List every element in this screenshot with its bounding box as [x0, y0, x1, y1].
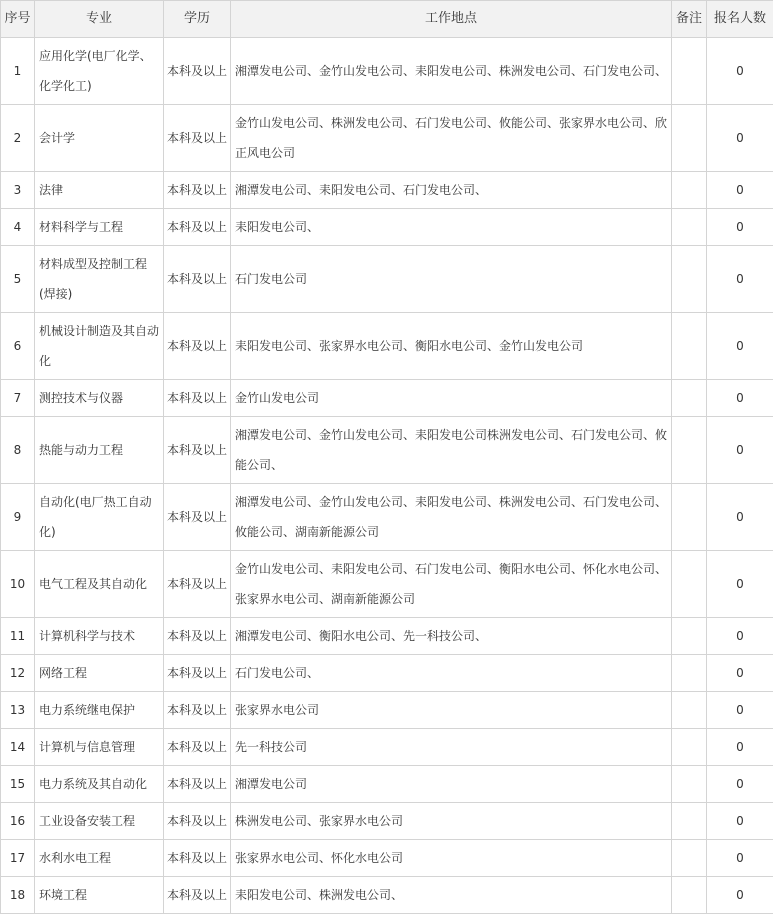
header-education: 学历 [164, 1, 231, 38]
cell-remark [672, 417, 707, 484]
cell-remark [672, 877, 707, 914]
cell-no: 13 [1, 692, 35, 729]
cell-major: 机械设计制造及其自动化 [35, 313, 164, 380]
table-row [1, 313, 773, 380]
cell-count: 0 [707, 840, 773, 877]
cell-major: 测控技术与仪器 [35, 380, 164, 417]
cell-no: 18 [1, 877, 35, 914]
cell-major: 电力系统继电保护 [35, 692, 164, 729]
cell-major: 工业设备安装工程 [35, 803, 164, 840]
cell-count: 0 [707, 313, 773, 380]
cell-education: 本科及以上 [164, 618, 231, 655]
cell-location: 湘潭发电公司、金竹山发电公司、耒阳发电公司、株洲发电公司、石门发电公司、攸能公司、湖南新能源公司 [231, 484, 672, 551]
cell-major: 材料科学与工程 [35, 209, 164, 246]
cell-education: 本科及以上 [164, 105, 231, 172]
cell-no: 2 [1, 105, 35, 172]
table-body [1, 38, 773, 914]
cell-count: 0 [707, 380, 773, 417]
cell-remark [672, 840, 707, 877]
cell-education: 本科及以上 [164, 551, 231, 618]
cell-location: 湘潭发电公司、衡阳水电公司、先一科技公司、 [231, 618, 672, 655]
cell-count: 0 [707, 551, 773, 618]
cell-location: 张家界水电公司、怀化水电公司 [231, 840, 672, 877]
cell-remark [672, 655, 707, 692]
cell-education: 本科及以上 [164, 484, 231, 551]
cell-major: 网络工程 [35, 655, 164, 692]
cell-education: 本科及以上 [164, 38, 231, 105]
cell-location: 湘潭发电公司、金竹山发电公司、耒阳发电公司株洲发电公司、石门发电公司、攸能公司、 [231, 417, 672, 484]
cell-remark [672, 484, 707, 551]
cell-major: 电气工程及其自动化 [35, 551, 164, 618]
cell-count: 0 [707, 172, 773, 209]
cell-location: 金竹山发电公司、耒阳发电公司、石门发电公司、衡阳水电公司、怀化水电公司、张家界水电公司、湖南新能源公司 [231, 551, 672, 618]
cell-count: 0 [707, 38, 773, 105]
table-row [1, 484, 773, 551]
cell-location: 耒阳发电公司、张家界水电公司、衡阳水电公司、金竹山发电公司 [231, 313, 672, 380]
table-row [1, 209, 773, 246]
cell-remark [672, 729, 707, 766]
table-row [1, 38, 773, 105]
cell-major: 环境工程 [35, 877, 164, 914]
cell-education: 本科及以上 [164, 380, 231, 417]
cell-major: 材料成型及控制工程(焊接) [35, 246, 164, 313]
cell-major: 应用化学(电厂化学、化学化工) [35, 38, 164, 105]
header-location: 工作地点 [231, 1, 672, 38]
cell-no: 15 [1, 766, 35, 803]
cell-education: 本科及以上 [164, 246, 231, 313]
cell-location: 耒阳发电公司、株洲发电公司、 [231, 877, 672, 914]
cell-major: 计算机科学与技术 [35, 618, 164, 655]
cell-major: 水利水电工程 [35, 840, 164, 877]
table-header-row [1, 1, 773, 38]
cell-count: 0 [707, 105, 773, 172]
table-row [1, 803, 773, 840]
cell-remark [672, 246, 707, 313]
cell-major: 自动化(电厂热工自动化) [35, 484, 164, 551]
cell-education: 本科及以上 [164, 840, 231, 877]
cell-remark [672, 105, 707, 172]
table-row [1, 551, 773, 618]
cell-education: 本科及以上 [164, 692, 231, 729]
table-row [1, 246, 773, 313]
cell-no: 7 [1, 380, 35, 417]
cell-major: 热能与动力工程 [35, 417, 164, 484]
cell-education: 本科及以上 [164, 209, 231, 246]
cell-location: 耒阳发电公司、 [231, 209, 672, 246]
header-no: 序号 [1, 1, 35, 38]
header-count: 报名人数 [707, 1, 773, 38]
cell-no: 17 [1, 840, 35, 877]
cell-no: 9 [1, 484, 35, 551]
cell-remark [672, 551, 707, 618]
cell-no: 12 [1, 655, 35, 692]
cell-location: 湘潭发电公司 [231, 766, 672, 803]
cell-location: 张家界水电公司 [231, 692, 672, 729]
cell-no: 14 [1, 729, 35, 766]
cell-major: 法律 [35, 172, 164, 209]
cell-count: 0 [707, 766, 773, 803]
cell-remark [672, 380, 707, 417]
cell-count: 0 [707, 655, 773, 692]
cell-education: 本科及以上 [164, 803, 231, 840]
cell-location: 株洲发电公司、张家界水电公司 [231, 803, 672, 840]
cell-remark [672, 766, 707, 803]
table-row [1, 417, 773, 484]
cell-remark [672, 803, 707, 840]
header-remark: 备注 [672, 1, 707, 38]
cell-remark [672, 313, 707, 380]
cell-no: 16 [1, 803, 35, 840]
cell-major: 电力系统及其自动化 [35, 766, 164, 803]
cell-no: 6 [1, 313, 35, 380]
table-row [1, 618, 773, 655]
cell-no: 1 [1, 38, 35, 105]
cell-education: 本科及以上 [164, 172, 231, 209]
cell-location: 石门发电公司、 [231, 655, 672, 692]
cell-no: 11 [1, 618, 35, 655]
header-major: 专业 [35, 1, 164, 38]
table-row [1, 655, 773, 692]
cell-location: 先一科技公司 [231, 729, 672, 766]
cell-count: 0 [707, 877, 773, 914]
cell-count: 0 [707, 246, 773, 313]
cell-location: 石门发电公司 [231, 246, 672, 313]
table-row [1, 692, 773, 729]
cell-location: 湘潭发电公司、金竹山发电公司、耒阳发电公司、株洲发电公司、石门发电公司、 [231, 38, 672, 105]
cell-education: 本科及以上 [164, 417, 231, 484]
cell-location: 金竹山发电公司、株洲发电公司、石门发电公司、攸能公司、张家界水电公司、欣正风电公司 [231, 105, 672, 172]
table-row [1, 877, 773, 914]
cell-no: 10 [1, 551, 35, 618]
cell-no: 3 [1, 172, 35, 209]
cell-remark [672, 618, 707, 655]
table-row [1, 105, 773, 172]
cell-count: 0 [707, 803, 773, 840]
cell-remark [672, 38, 707, 105]
cell-education: 本科及以上 [164, 655, 231, 692]
cell-education: 本科及以上 [164, 729, 231, 766]
cell-no: 4 [1, 209, 35, 246]
cell-no: 8 [1, 417, 35, 484]
cell-count: 0 [707, 692, 773, 729]
cell-count: 0 [707, 417, 773, 484]
cell-count: 0 [707, 618, 773, 655]
table-row [1, 729, 773, 766]
cell-count: 0 [707, 484, 773, 551]
cell-location: 湘潭发电公司、耒阳发电公司、石门发电公司、 [231, 172, 672, 209]
cell-location: 金竹山发电公司 [231, 380, 672, 417]
table-row [1, 766, 773, 803]
table-row [1, 840, 773, 877]
cell-remark [672, 172, 707, 209]
cell-education: 本科及以上 [164, 877, 231, 914]
cell-remark [672, 692, 707, 729]
cell-major: 计算机与信息管理 [35, 729, 164, 766]
cell-major: 会计学 [35, 105, 164, 172]
cell-no: 5 [1, 246, 35, 313]
cell-education: 本科及以上 [164, 313, 231, 380]
cell-remark [672, 209, 707, 246]
cell-count: 0 [707, 729, 773, 766]
table-row [1, 172, 773, 209]
cell-count: 0 [707, 209, 773, 246]
cell-education: 本科及以上 [164, 766, 231, 803]
table-row [1, 380, 773, 417]
